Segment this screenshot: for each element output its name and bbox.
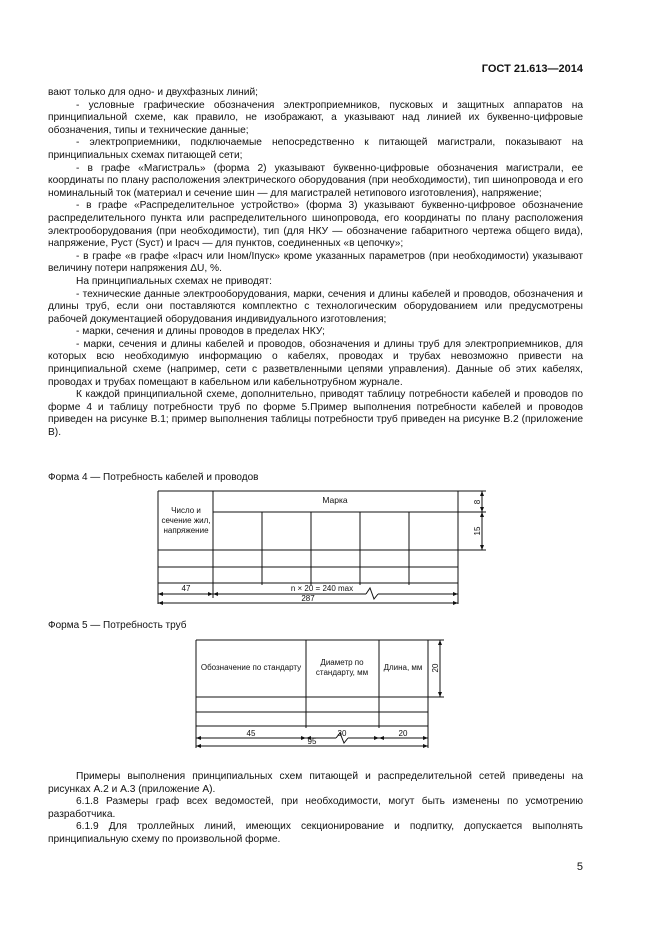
- form4-dim-8: 8: [473, 499, 482, 505]
- paragraph: На принципиальных схемах не приводят:: [76, 275, 272, 287]
- body-text-bottom: [48, 771, 583, 847]
- page-number: 5: [576, 861, 583, 873]
- form5-dim-30: 30: [337, 729, 347, 738]
- form5-col2-line2: стандарту, мм: [315, 668, 369, 677]
- form4-dim-n: n × 20 = 240 max: [290, 584, 354, 593]
- paragraph: К каждой принципиальной схеме, дополнительно, приводят таблицу потребности кабелей и проводов по форме 4 и таблицу потребности труб по форме 5.Пример выполнения потребности кабелей и проводов приведен на рисунке В.1; пример выполнения таблицы потребности труб приведен на рисунке В.2 (приложение В).: [48, 389, 583, 439]
- paragraph: - условные графические обозначения электроприемников, пусковых и защитных аппаратов на принципиальной схеме, как правило, не изображают, а указывают над линией их буквенно-цифровые обозначения, типы и технические данные;: [48, 99, 583, 136]
- form5-col3: Длина, мм: [383, 663, 423, 672]
- form4-col1-line3: напряжение: [163, 526, 209, 535]
- form5-table: [0, 634, 661, 752]
- paragraph: - в графе «Магистраль» (форма 2) указывают буквенно-цифровые обозначения магистрали, ее координаты по плану расположения электрического оборудования (при необходимости), тип шинопровода и его номинальный ток (материал и сечение шин — для магистралей нетипового изготовления), напряжение;: [48, 162, 583, 199]
- form4-marka: Марка: [322, 495, 348, 505]
- document-header: ГОСТ 21.613—2014: [481, 63, 583, 75]
- form5-caption: Форма 5 — Потребность труб: [48, 620, 187, 631]
- form4-dim-47: 47: [181, 584, 191, 593]
- form4-col1-line2: сечение жил,: [161, 516, 211, 525]
- paragraph: - в графе «в графе «Iрасч или Iном/Iпуск» кроме указанных параметров (при необходимости) указывают величину потери напряжения ΔU, %.: [48, 250, 583, 275]
- paragraph: Примеры выполнения принципиальных схем питающей и распределительной сетей приведены на рисунках А.2 и А.3 (приложение А).: [48, 771, 583, 795]
- paragraph: 6.1.9 Для троллейных линий, имеющих секционирование и подпитку, допускается выполнять принципиальную схему по произвольной форме.: [48, 821, 583, 845]
- form4-table: [0, 484, 661, 608]
- paragraph: - марки, сечения и длины кабелей и проводов, обозначения и длины труб для электроприемников, для которых всю необходимую информацию о кабелях, проводах и трубах невозможно привести на принципиальной схеме (например, сети с разветвленными цепями управления). Данные об этих кабелях, проводах и трубах помещают в кабельном или кабельнотрубном журнале.: [48, 338, 583, 388]
- form5-dim-h: 20: [431, 663, 440, 673]
- paragraph: 6.1.8 Размеры граф всех ведомостей, при необходимости, могут быть изменены по усмотрению разработчика.: [48, 796, 583, 820]
- form4-caption: Форма 4 — Потребность кабелей и проводов: [48, 472, 259, 483]
- form4-col1-line1: Число и: [171, 506, 201, 515]
- form4-dim-287: 287: [301, 594, 315, 603]
- paragraph: - марки, сечения и длины проводов в пределах НКУ;: [76, 326, 325, 338]
- form5-dim-45: 45: [246, 729, 256, 738]
- paragraph: - технические данные электрооборудования, марки, сечения и длины кабелей и проводов, обозначения и длины труб, если они поставляются комплектно с технологическим оборудованием или предусмотрены рабочей документацией оборудования индивидуального изготовления;: [48, 288, 583, 325]
- form5-dim-20: 20: [398, 729, 408, 738]
- paragraph: вают только для одно- и двухфазных линий;: [48, 87, 259, 98]
- form5-col1: Обозначение по стандарту: [200, 663, 302, 672]
- body-text-top: [48, 87, 583, 440]
- paragraph: - в графе «Распределительное устройство» (форма 3) указывают буквенно-цифровое обозначение распределительного пункта или распределительного шинопровода, его координаты по плану расположения электрооборудования (при необходимости), тип (для НКУ — обозначение габаритного чертежа общего вида), напряжение, Pуст (Sуст) и Iрасч — для пунктов, соединенных «в цепочку»;: [48, 200, 583, 250]
- form5-col2-line1: Диаметр по: [320, 658, 364, 667]
- form5-dim-95: 95: [307, 737, 317, 746]
- form4-dim-15: 15: [473, 526, 482, 536]
- paragraph: - электроприемники, подключаемые непосредственно к питающей магистрали, показывают на принципиальных схемах питающей сети;: [48, 137, 583, 161]
